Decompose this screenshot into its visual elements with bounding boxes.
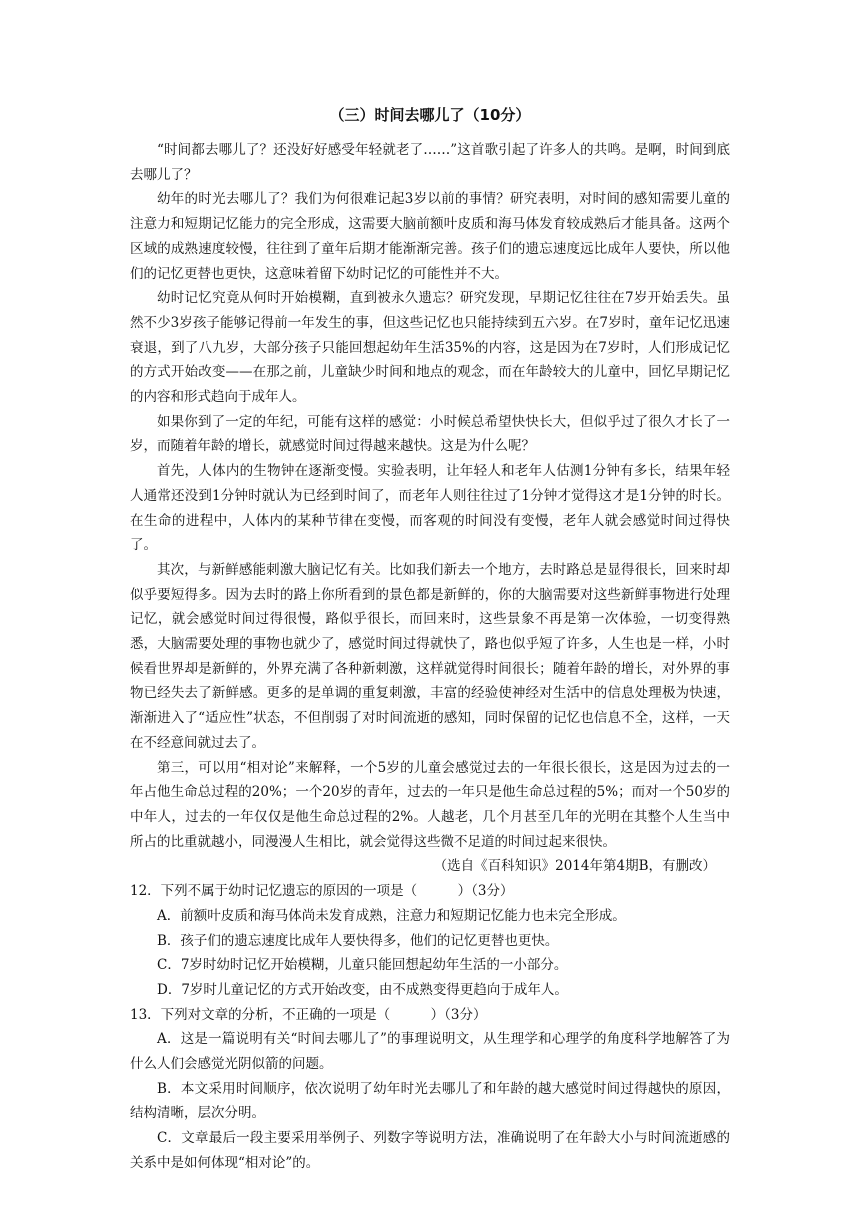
section-title: （三）时间去哪儿了（10分） (329, 106, 531, 124)
question-13-option-b: B．本文采用时间顺序，依次说明了幼年时光去哪儿了和年龄的越大感觉时间过得越快的原因，结构清晰，层次分明。 (130, 1080, 730, 1122)
paragraph: 其次，与新鲜感能刺激大脑记忆有关。比如我们新去一个地方，去时路总是显得很长，回来时却似乎要短得多。因为去时的路上你所看到的景色都是新鲜的，你的大脑需要对这些新鲜事物进行处理记忆，就会感觉时间过得很慢，路似乎很长，而回来时，这些景象不再是第一次体验，一切变得熟悉，大脑需要处理的事物也就少了，感觉时间过得就快了，路也似乎短了许多，人生也是一样，小时候看世界却是新鲜的，外界充满了各种新刺激，这样就觉得时间很长；随着年龄的增长，对外界的事物已经失去了新鲜感。更多的是单调的重复刺激，丰富的经验使神经对生活中的信息处理极为快速，渐渐进入了“适应性”状态，不但削弱了对时间流逝的感知，同时保留的记忆也信息不全，这样，一天在不经意间就过去了。 (130, 561, 730, 751)
paragraph: 幼时记忆究竟从何时开始模糊，直到被永久遗忘？研究发现，早期记忆往往在7岁开始丢失。虽然不少3岁孩子能够记得前一年发生的事，但这些记忆也只能持续到五六岁。在7岁时，童年记忆迅速衰退，到了八九岁，大部分孩子只能回想起幼年生活35%的内容，这是因为在7岁时，人们形成记忆的方式开始改变——在那之前，儿童缺少时间和地点的观念，而在年龄较大的儿童中，回忆早期记忆的内容和形式趋向于成年人。 (130, 290, 730, 406)
question-12-stem: 12．下列不属于幼时记忆遗忘的原因的一项是（ ）（3分） (130, 883, 514, 900)
paragraph: 幼年的时光去哪儿了？我们为何很难记起3岁以前的事情？研究表明，对时间的感知需要儿童的注意力和短期记忆能力的完全形成，这需要大脑前额叶皮质和海马体发育较成熟后才能具备。这两个区域的成熟速度较慢，往往到了童年后期才能渐渐完善。孩子们的遗忘速度远比成年人要快，所以他们的记忆更替也更快，这意味着留下幼时记忆的可能性并不大。 (130, 191, 730, 282)
paragraph: 首先，人体内的生物钟在逐渐变慢。实验表明，让年轻人和老年人估测1分钟有多长，结果年轻人通常还没到1分钟时就认为已经到时间了，而老年人则往往过了1分钟才觉得这才是1分钟的时长。在生命的进程中，人体内的某种节律在变慢，而客观的时间没有变慢，老年人就会感觉时间过得快了。 (130, 463, 730, 554)
question-13-option-c: C．文章最后一段主要采用举例子、列数字等说明方法，准确说明了在年龄大小与时间流逝感的关系中是如何体现“相对论”的。 (130, 1130, 730, 1171)
question-13-option-a: A．这是一篇说明有关“时间去哪儿了”的事理说明文，从生理学和心理学的角度科学地解答了为什么人们会感觉光阴似箭的问题。 (130, 1031, 730, 1073)
paragraph: “时间都去哪儿了？还没好好感受年轻就老了……”这首歌引起了许多人的共鸣。是啊，时间到底去哪儿了？ (130, 142, 730, 183)
source-citation: （选自《百科知识》2014年第4期B，有删改） (433, 858, 716, 875)
question-13-stem: 13．下列对文章的分析，不正确的一项是（ ）（3分） (130, 1006, 487, 1023)
article-body (130, 138, 730, 1176)
question-12-option-a: A．前额叶皮质和海马体尚未发育成熟，注意力和短期记忆能力也未完全形成。 (157, 907, 626, 924)
paragraph: 如果你到了一定的年纪，可能有这样的感觉：小时候总希望快快长大，但似乎过了很久才长了一岁，而随着年龄的增长，就感觉时间过得越来越快。这是为什么呢？ (130, 413, 730, 455)
question-12-option-d: D．7岁时儿童记忆的方式开始改变，由不成熟变得更趋向于成年人。 (157, 981, 568, 998)
question-12-option-c: C．7岁时幼时记忆开始模糊，儿童只能回想起幼年生活的一小部分。 (157, 957, 568, 974)
question-12-option-b: B．孩子们的遗忘速度比成年人要快得多，他们的记忆更替也更快。 (157, 932, 559, 949)
paragraph: 第三，可以用“相对论”来解释，一个5岁的儿童会感觉过去的一年很长很长，这是因为过去的一年占他生命总过程的20%；一个20岁的青年，过去的一年只是他生命总过程的5%；而对一个50岁的中年人，过去的一年仅仅是他生命总过程的2%。人越老，几个月甚至几年的光明在其整个人生当中所占的比重就越小，同漫漫人生相比，就会觉得这些微不足道的时间过起来很快。 (130, 759, 730, 850)
